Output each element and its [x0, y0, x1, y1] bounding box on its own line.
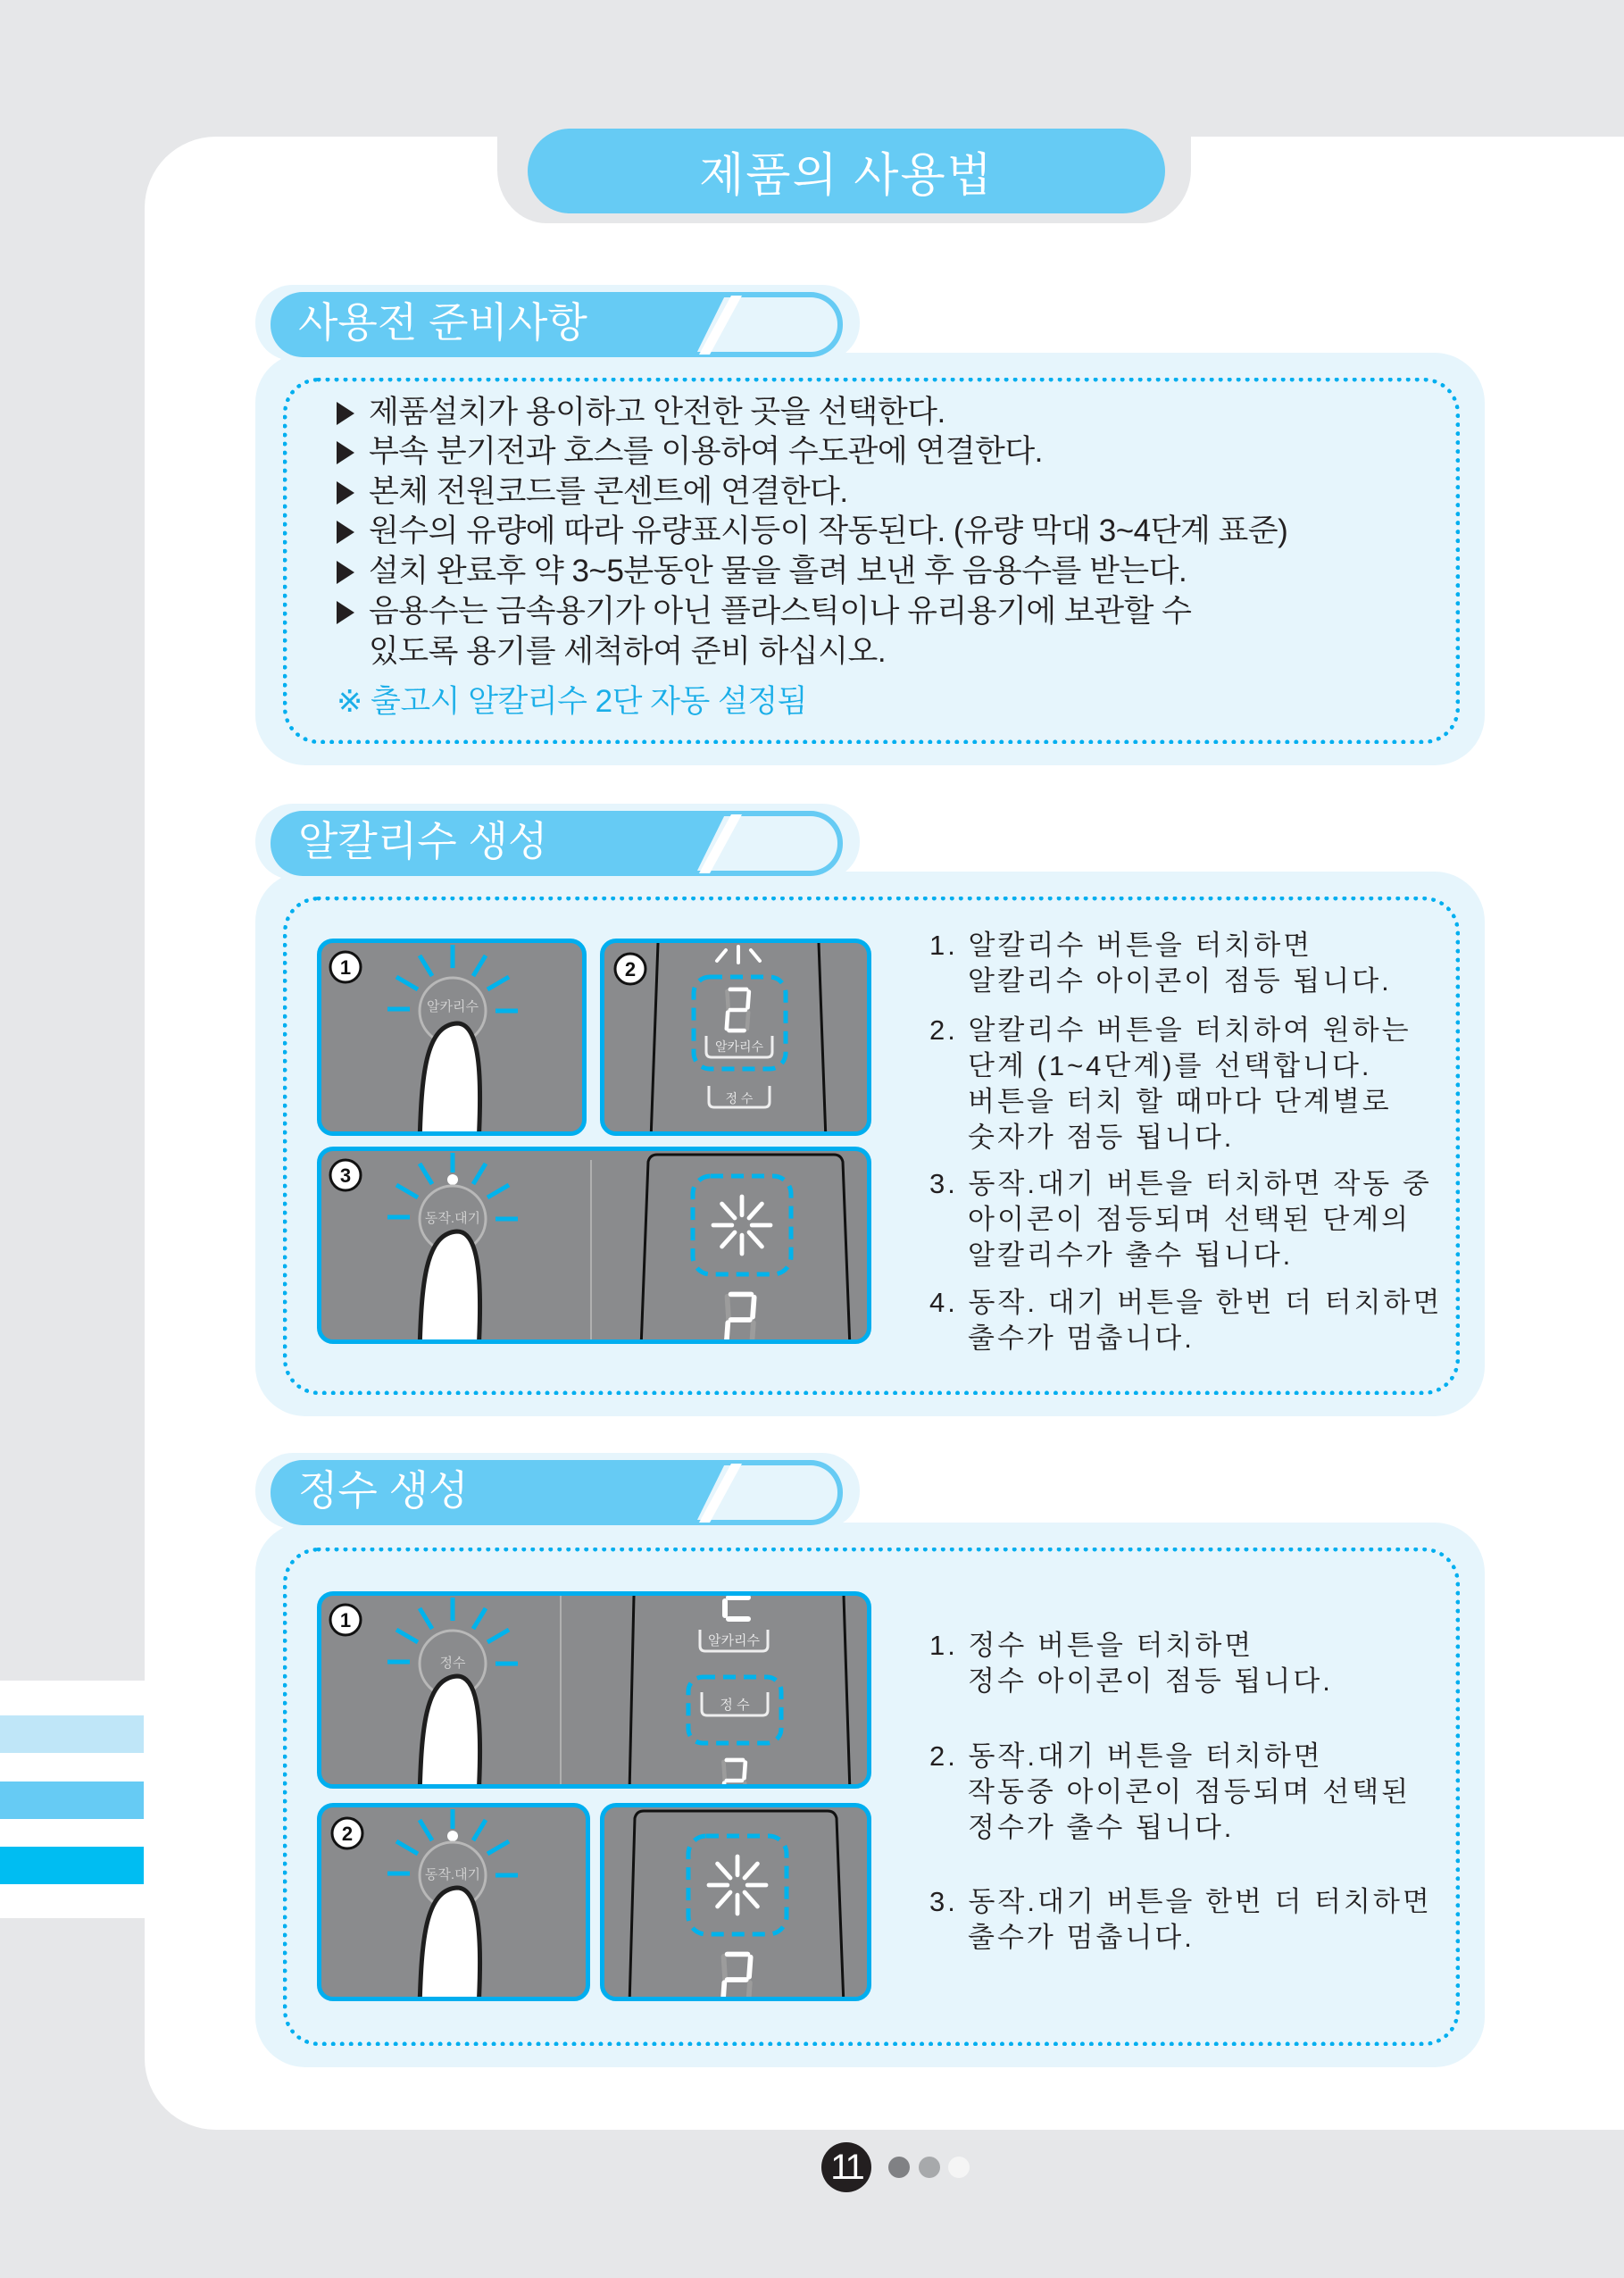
step-num: 2. — [929, 1740, 958, 1772]
alkaline-display-illustration — [604, 943, 871, 1136]
page-title: 제품의 사용법 — [528, 129, 1165, 213]
step-line: 동작. 대기 버튼을 한번 더 터치하면 — [968, 1287, 1443, 1318]
triangle-bullet-icon — [337, 521, 354, 544]
step-line: 정수가 출수 됩니다. — [968, 1812, 1235, 1843]
bullet-text: 부속 분기전과 호스를 이용하여 수도관에 연결한다. — [369, 434, 1043, 469]
step-line: 정수 버튼을 터치하면 — [968, 1630, 1254, 1661]
alkaline-step-2 — [929, 1013, 1412, 1156]
step-line: 버튼을 터치 할 때마다 단계별로 — [968, 1086, 1392, 1117]
alkaline-indicator-label: 알카리수 — [708, 1633, 760, 1648]
section-title: 사용전 준비사항 — [298, 299, 587, 346]
operate-illustration — [321, 1151, 871, 1344]
section-prep-header — [255, 285, 860, 361]
figure-alkaline-display — [600, 939, 871, 1136]
step-number: 3 — [339, 1164, 352, 1187]
display-illustration — [604, 1807, 871, 2001]
bullet-item — [337, 432, 1043, 471]
page-dot-icon — [948, 2157, 970, 2178]
step-line: 출수가 멈춥니다. — [968, 1922, 1195, 1953]
page-number: 11 — [821, 2142, 871, 2192]
triangle-bullet-icon — [337, 561, 354, 584]
section-pure-header — [255, 1453, 860, 1529]
step-line: 동작.대기 버튼을 터치하면 — [968, 1740, 1323, 1772]
step-line: 작동중 아이콘이 점등되며 선택된 — [968, 1776, 1412, 1807]
figure-pure-operate — [317, 1803, 590, 2001]
page-dot-icon — [919, 2157, 940, 2178]
button-label: 동작.대기 — [424, 1867, 481, 1882]
bullet-item — [337, 393, 945, 432]
step-line: 알칼리수 버튼을 터치하여 원하는 — [968, 1014, 1412, 1046]
pure-step-2 — [929, 1739, 1411, 1846]
step-line: 알칼리수 버튼을 터치하면 — [968, 930, 1313, 961]
step-num: 3. — [929, 1886, 958, 1917]
step-number: 2 — [341, 1823, 354, 1845]
side-stripe-light — [0, 1715, 144, 1753]
alkaline-step-4 — [929, 1285, 1442, 1356]
step-num: 2. — [929, 1014, 958, 1046]
figure-alkaline-press — [317, 939, 587, 1136]
step-line: 단계 (1~4단계)를 선택합니다. — [968, 1050, 1372, 1081]
triangle-bullet-icon — [337, 601, 354, 624]
bullet-item — [337, 472, 848, 512]
side-stripe-strong — [0, 1847, 144, 1884]
section-alkaline-header — [255, 804, 860, 880]
step-num: 1. — [929, 930, 958, 961]
step-line: 알칼리수가 출수 됩니다. — [968, 1239, 1294, 1271]
section-title: 정수 생성 — [298, 1467, 469, 1514]
spinner-icon — [713, 1197, 770, 1254]
step-number: 1 — [339, 956, 352, 979]
bullet-text: 제품설치가 용이하고 안전한 곳을 선택한다. — [369, 395, 945, 430]
finger-icon — [420, 1631, 486, 1789]
pure-step-1 — [929, 1628, 1333, 1699]
figure-pure-press — [317, 1591, 871, 1789]
step-line: 아이콘이 점등되며 선택된 단계의 — [968, 1204, 1412, 1235]
button-label: 동작.대기 — [424, 1211, 481, 1226]
step-line: 동작.대기 버튼을 한번 더 터치하면 — [968, 1886, 1432, 1917]
bullet-item — [337, 552, 1187, 591]
step-line: 알칼리수 아이콘이 점등 됩니다. — [968, 965, 1392, 997]
step-line: 출수가 멈춥니다. — [968, 1323, 1195, 1354]
bullet-item — [337, 592, 1191, 631]
alkaline-button-illustration — [321, 943, 587, 1136]
side-stripe-mid — [0, 1782, 144, 1819]
button-label: 정수 — [439, 1656, 466, 1671]
finger-icon — [420, 1842, 486, 2001]
pure-indicator-label: 정 수 — [720, 1698, 750, 1713]
bullet-text: 원수의 유량에 따라 유량표시등이 작동된다. (유량 막대 3~4단계 표준) — [369, 513, 1288, 548]
pure-button-illustration — [321, 1596, 871, 1789]
bullet-text: 설치 완료후 약 3~5분동안 물을 흘려 보낸 후 음용수를 받는다. — [369, 554, 1187, 588]
bullet-continuation: 있도록 용기를 세척하여 준비 하십시오. — [369, 634, 887, 669]
finger-icon — [420, 1186, 486, 1344]
step-line: 동작.대기 버튼을 터치하면 작동 중 — [968, 1168, 1432, 1199]
triangle-bullet-icon — [337, 441, 354, 464]
alkaline-step-1 — [929, 928, 1392, 999]
triangle-bullet-icon — [337, 402, 354, 425]
step-line: 숫자가 점등 됩니다. — [968, 1122, 1235, 1153]
bullet-item — [337, 512, 1287, 551]
pure-indicator-label: 정 수 — [725, 1091, 754, 1106]
alkaline-step-3 — [929, 1166, 1432, 1273]
bullet-text: 본체 전원코드를 콘센트에 연결한다. — [369, 474, 848, 509]
section-title: 알칼리수 생성 — [298, 818, 548, 864]
spinner-icon — [709, 1857, 766, 1914]
step-number: 1 — [339, 1609, 352, 1631]
figure-pure-display — [600, 1803, 871, 2001]
step-num: 3. — [929, 1168, 958, 1199]
triangle-bullet-icon — [337, 481, 354, 505]
pure-step-3 — [929, 1884, 1432, 1956]
alkaline-indicator-label: 알카리수 — [714, 1039, 764, 1054]
operate-illustration — [321, 1807, 590, 2001]
button-label: 알카리수 — [427, 999, 479, 1014]
figure-alkaline-operate — [317, 1147, 871, 1344]
step-num: 4. — [929, 1287, 958, 1318]
step-number: 2 — [624, 958, 637, 980]
step-num: 1. — [929, 1630, 958, 1661]
step-line: 정수 아이콘이 점등 됩니다. — [968, 1665, 1333, 1697]
page-dot-icon — [888, 2157, 910, 2178]
bullet-text: 음용수는 금속용기가 아닌 플라스틱이나 유리용기에 보관할 수 — [369, 594, 1192, 629]
factory-setting-note: ※ 출고시 알칼리수 2단 자동 설정됨 — [337, 684, 807, 719]
